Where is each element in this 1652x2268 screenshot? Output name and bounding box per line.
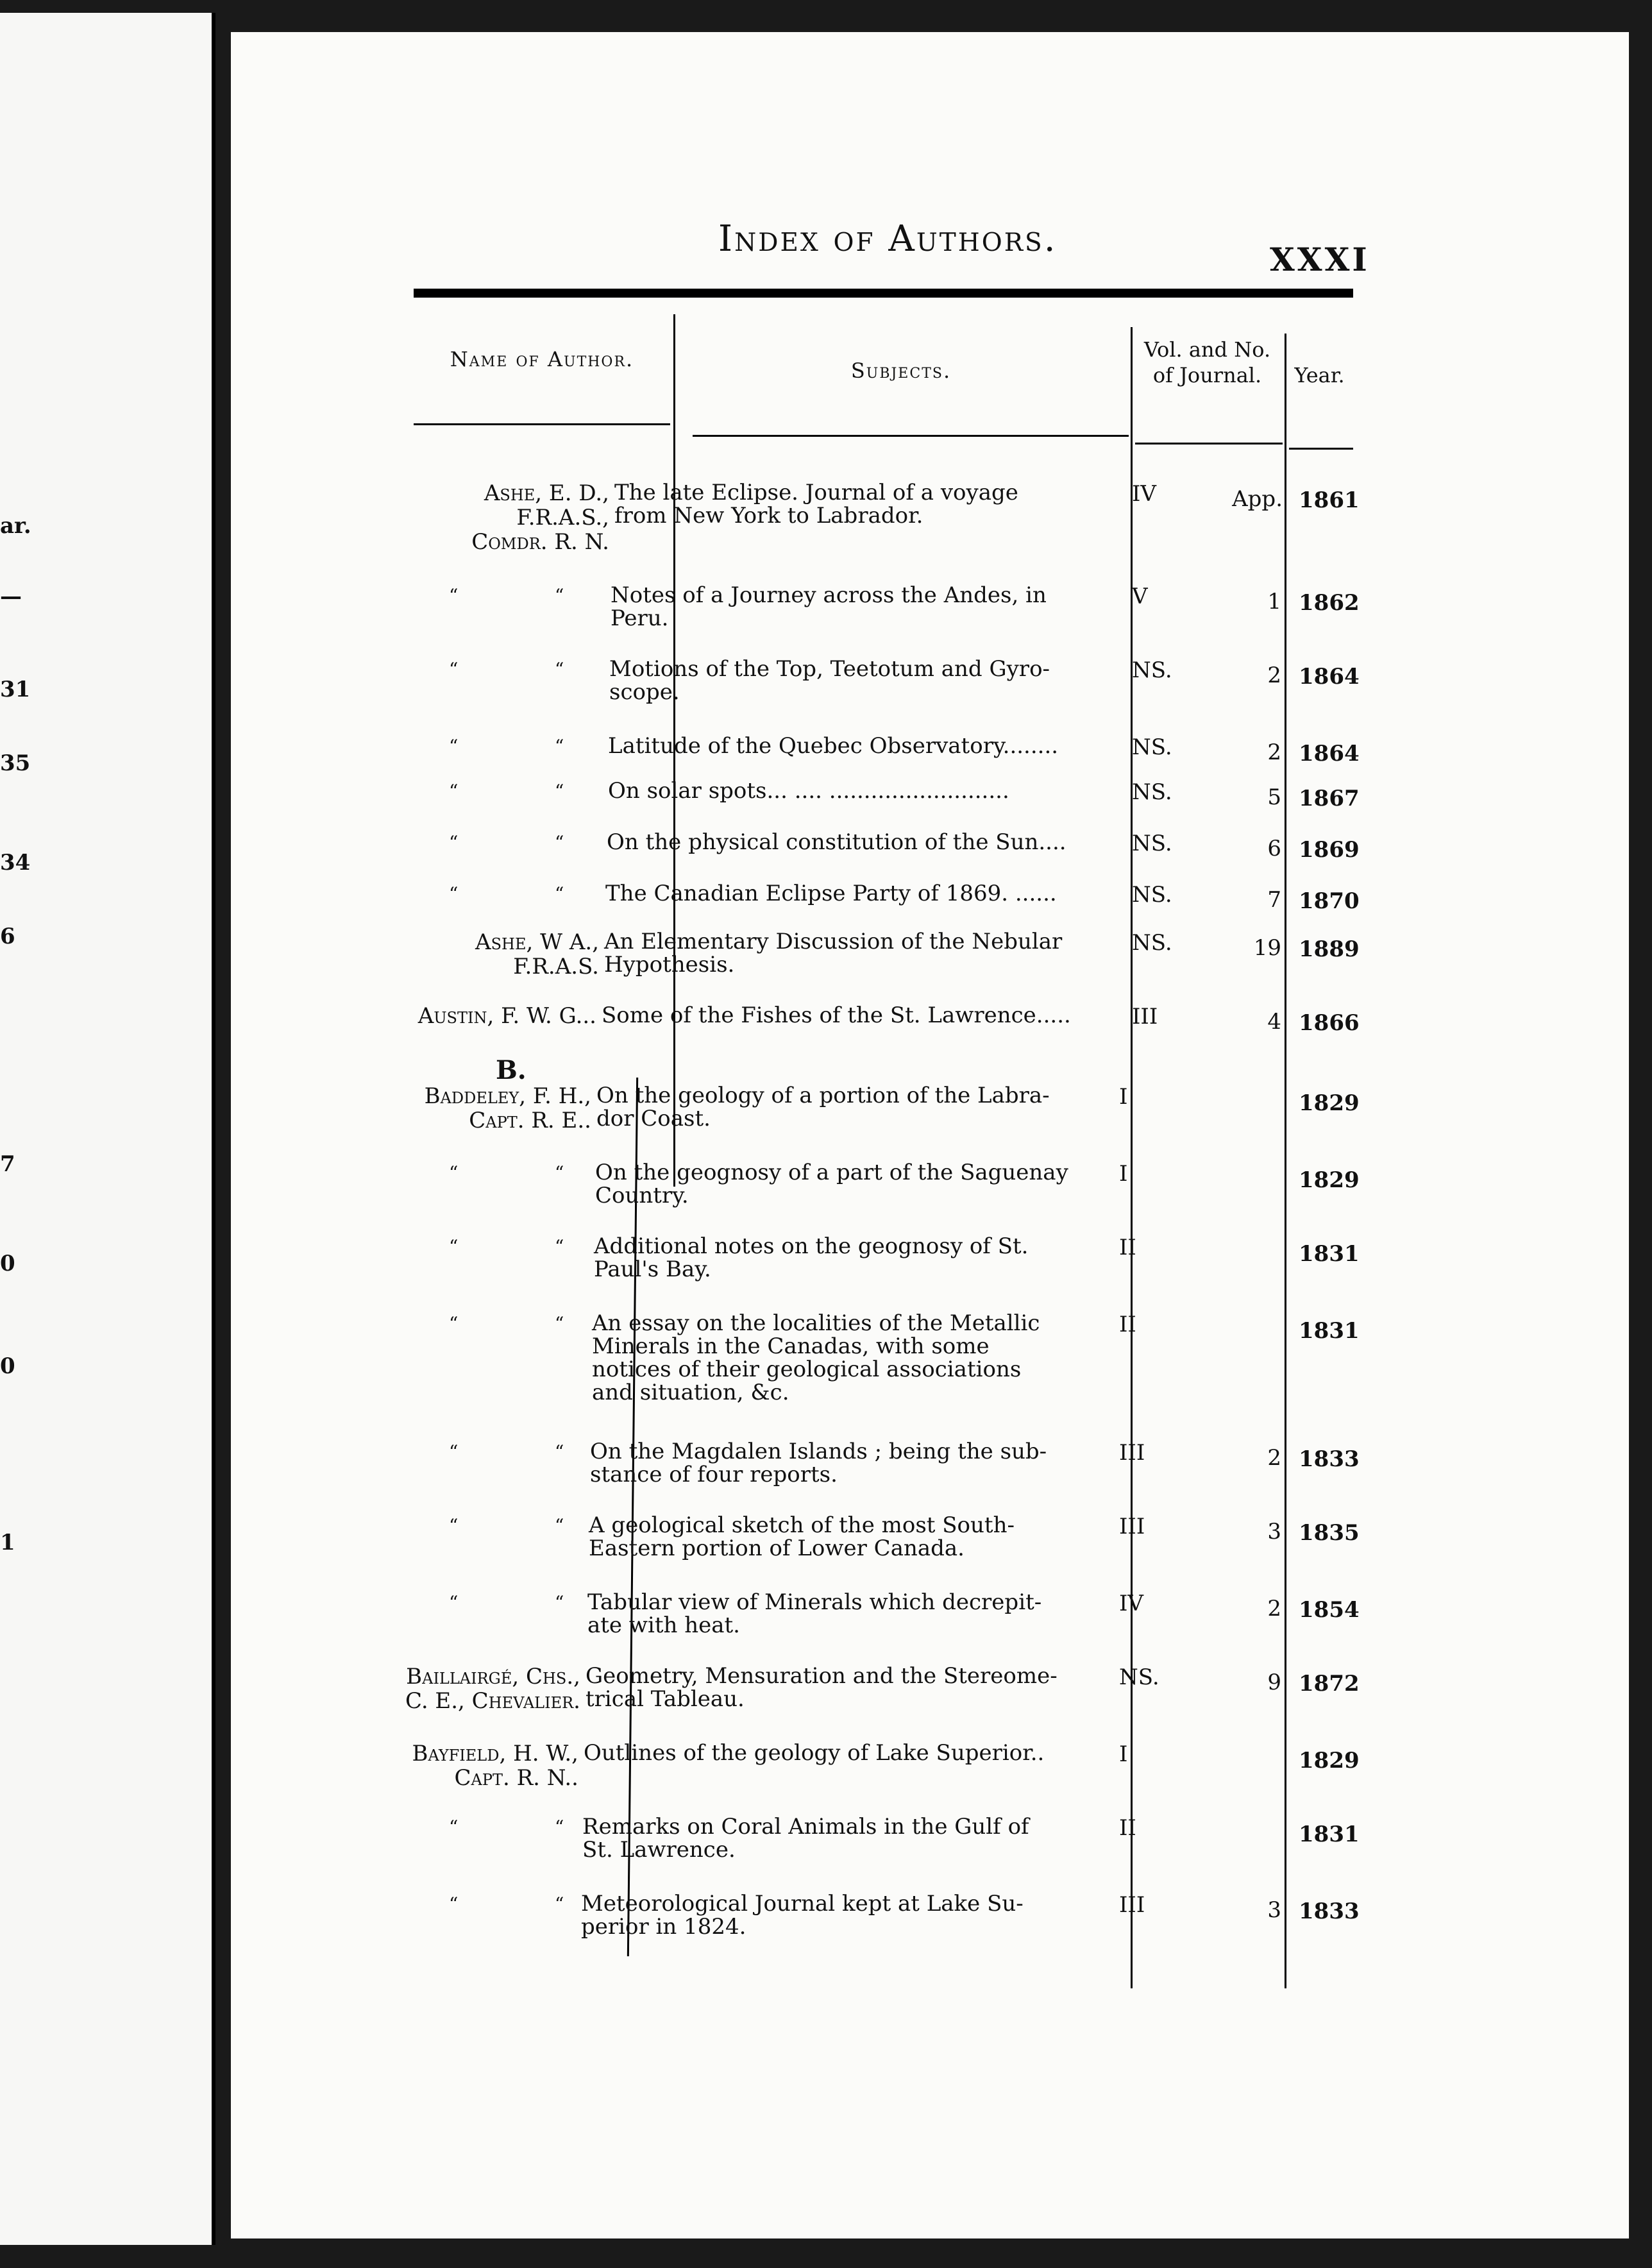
subject-entry: Notes of a Journey across the Andes, in Peru. [611, 582, 1047, 631]
subject-entry: Geometry, Mensuration and the Stereome- trical Tableau. [586, 1663, 1058, 1712]
ditto-mark: “ [555, 832, 564, 853]
subject-entry: Latitude of the Quebec Observatory........ [608, 733, 1059, 759]
ditto-mark: “ [449, 1816, 459, 1838]
ditto-mark: “ [555, 1515, 564, 1536]
facing-page-edge [0, 13, 215, 2245]
subject-entry: Remarks on Coral Animals in the Gulf of St. Lawrence. [582, 1814, 1029, 1863]
journal-volume: NS. [1132, 882, 1172, 908]
facing-page-fragment: 35 [0, 750, 31, 776]
ditto-mark: “ [555, 736, 564, 757]
subject-entry: On the Magdalen Islands ; being the sub- stance of four reports. [590, 1439, 1047, 1487]
ditto-mark: “ [449, 1441, 459, 1462]
header-rule [414, 289, 1353, 298]
journal-volume: NS. [1132, 930, 1172, 956]
journal-volume: III [1119, 1440, 1145, 1466]
year-entry: 1833 [1299, 1899, 1360, 1924]
header-underline [1289, 448, 1353, 450]
section-letter: B. [496, 1055, 527, 1085]
subject-entry: On solar spots... .... .......................... [608, 778, 1009, 804]
facing-page-fragment: 0 [0, 1251, 15, 1276]
year-entry: 1829 [1299, 1748, 1360, 1773]
journal-number: 5 [1267, 784, 1281, 810]
ditto-mark: “ [555, 1893, 564, 1915]
journal-volume: I [1119, 1161, 1128, 1187]
year-entry: 1831 [1299, 1822, 1360, 1847]
facing-page-fragment: — [0, 584, 22, 609]
author-name: Ashe, E. D., F.R.A.S., Comdr. R. N. [471, 480, 609, 555]
facing-page-fragment: 6 [0, 924, 15, 949]
ditto-mark: “ [555, 883, 564, 904]
journal-number: App. [1232, 486, 1283, 512]
year-entry: 1829 [1299, 1167, 1360, 1193]
header-underline [1135, 443, 1283, 444]
year-entry: 1866 [1299, 1010, 1360, 1036]
column-divider [1131, 327, 1133, 1988]
journal-number: 3 [1267, 1897, 1281, 1923]
subject-entry: The late Eclipse. Journal of a voyage from New York to Labrador. [614, 480, 1018, 529]
author-name: Bayfield, H. W., Capt. R. N.. [412, 1741, 578, 1791]
page-title: Index of Authors. [718, 218, 1058, 260]
journal-volume: NS. [1132, 779, 1172, 805]
ditto-mark: “ [449, 1592, 459, 1613]
journal-volume: I [1119, 1084, 1128, 1110]
book-page [231, 32, 1629, 2238]
year-entry: 1835 [1299, 1520, 1360, 1546]
subject-entry: An Elementary Discussion of the Nebular Hypothesis. [604, 929, 1063, 977]
ditto-mark: “ [449, 781, 459, 802]
ditto-mark: “ [555, 1236, 564, 1257]
ditto-mark: “ [449, 659, 459, 680]
subject-entry: Additional notes on the geognosy of St. Paul's Bay. [594, 1233, 1029, 1282]
journal-volume: III [1119, 1514, 1145, 1539]
journal-volume: I [1119, 1741, 1128, 1767]
ditto-mark: “ [449, 1236, 459, 1257]
year-entry: 1869 [1299, 837, 1360, 863]
journal-volume: V [1132, 584, 1148, 609]
subject-entry: Motions of the Top, Teetotum and Gyro- scope. [609, 656, 1050, 705]
journal-number: 2 [1267, 1596, 1281, 1621]
journal-volume: NS. [1132, 657, 1172, 683]
facing-page-fragment: 0 [0, 1353, 15, 1379]
ditto-mark: “ [449, 736, 459, 757]
ditto-mark: “ [555, 1816, 564, 1838]
facing-page-fragment: 34 [0, 850, 31, 876]
journal-number: 2 [1267, 1445, 1281, 1471]
journal-number: 19 [1253, 935, 1281, 961]
subject-entry: Tabular view of Minerals which decrepit- ate with heat. [587, 1589, 1042, 1638]
column-divider [1285, 334, 1286, 1988]
journal-volume: NS. [1119, 1664, 1159, 1690]
year-entry: 1889 [1299, 936, 1360, 962]
year-entry: 1872 [1299, 1671, 1360, 1697]
column-header-volume: Vol. and No. of Journal. [1143, 337, 1271, 387]
author-name: Austin, F. W. G... [417, 1003, 596, 1029]
ditto-mark: “ [449, 1893, 459, 1915]
journal-number: 9 [1267, 1670, 1281, 1695]
journal-volume: II [1119, 1815, 1136, 1841]
journal-number: 1 [1267, 589, 1281, 614]
year-entry: 1831 [1299, 1318, 1360, 1344]
subject-entry: Some of the Fishes of the St. Lawrence..... [602, 1003, 1071, 1028]
subject-entry: Meteorological Journal kept at Lake Su- perior in 1824. [581, 1891, 1024, 1940]
page-number: XXXI [1270, 241, 1370, 278]
journal-number: 4 [1267, 1009, 1281, 1035]
ditto-mark: “ [555, 1313, 564, 1334]
journal-number: 3 [1267, 1519, 1281, 1544]
ditto-mark: “ [555, 1441, 564, 1462]
author-name: Baddeley, F. H., Capt. R. E.. [424, 1083, 591, 1133]
subject-entry: A geological sketch of the most South- Eastern portion of Lower Canada. [589, 1512, 1015, 1561]
facing-page-fragment: ar. [0, 513, 31, 539]
subject-entry: On the geology of a portion of the Labra- dor Coast. [596, 1083, 1050, 1131]
journal-number: 2 [1267, 740, 1281, 765]
journal-volume: IV [1132, 481, 1156, 507]
column-header-subjects: Subjects. [850, 359, 952, 383]
year-entry: 1831 [1299, 1241, 1360, 1267]
ditto-mark: “ [449, 883, 459, 904]
author-name: Ashe, W A., F.R.A.S. [475, 929, 599, 979]
year-entry: 1867 [1299, 786, 1360, 811]
ditto-mark: “ [449, 1162, 459, 1183]
header-underline [414, 423, 670, 425]
journal-number: 7 [1267, 887, 1281, 913]
journal-number: 2 [1267, 663, 1281, 688]
author-name: Baillairgé, Chs., C. E., Chevalier. [405, 1664, 580, 1714]
journal-volume: II [1119, 1235, 1136, 1260]
journal-volume: NS. [1132, 734, 1172, 760]
subject-entry: The Canadian Eclipse Party of 1869. ...... [605, 881, 1057, 906]
subject-entry: Outlines of the geology of Lake Superior.. [584, 1740, 1045, 1766]
ditto-mark: “ [555, 781, 564, 802]
year-entry: 1862 [1299, 590, 1360, 616]
ditto-mark: “ [555, 1162, 564, 1183]
column-header-year: Year. [1294, 363, 1345, 387]
year-entry: 1833 [1299, 1446, 1360, 1472]
journal-volume: IV [1119, 1591, 1143, 1616]
journal-volume: III [1119, 1892, 1145, 1918]
facing-page-fragment: 31 [0, 677, 31, 702]
ditto-mark: “ [449, 1313, 459, 1334]
year-entry: 1870 [1299, 888, 1360, 914]
ditto-mark: “ [449, 585, 459, 606]
ditto-mark: “ [449, 1515, 459, 1536]
ditto-mark: “ [555, 659, 564, 680]
column-header-author: Name of Author. [450, 347, 634, 371]
ditto-mark: “ [555, 585, 564, 606]
subject-entry: On the geognosy of a part of the Saguenay Country. [595, 1160, 1068, 1208]
journal-number: 6 [1267, 836, 1281, 861]
journal-volume: NS. [1132, 831, 1172, 856]
year-entry: 1854 [1299, 1597, 1360, 1623]
year-entry: 1861 [1299, 487, 1360, 513]
year-entry: 1864 [1299, 741, 1360, 766]
ditto-mark: “ [449, 832, 459, 853]
journal-volume: III [1132, 1004, 1158, 1029]
subject-entry: An essay on the localities of the Metallic Minerals in the Canadas, with some notices of their geological associations and situation, &c. [592, 1310, 1040, 1405]
journal-volume: II [1119, 1312, 1136, 1337]
ditto-mark: “ [555, 1592, 564, 1613]
subject-entry: On the physical constitution of the Sun.... [607, 829, 1066, 855]
facing-page-fragment: 1 [0, 1530, 15, 1555]
facing-page-fragment: 7 [0, 1151, 15, 1177]
year-entry: 1864 [1299, 664, 1360, 690]
year-entry: 1829 [1299, 1090, 1360, 1116]
header-underline [693, 435, 1129, 437]
